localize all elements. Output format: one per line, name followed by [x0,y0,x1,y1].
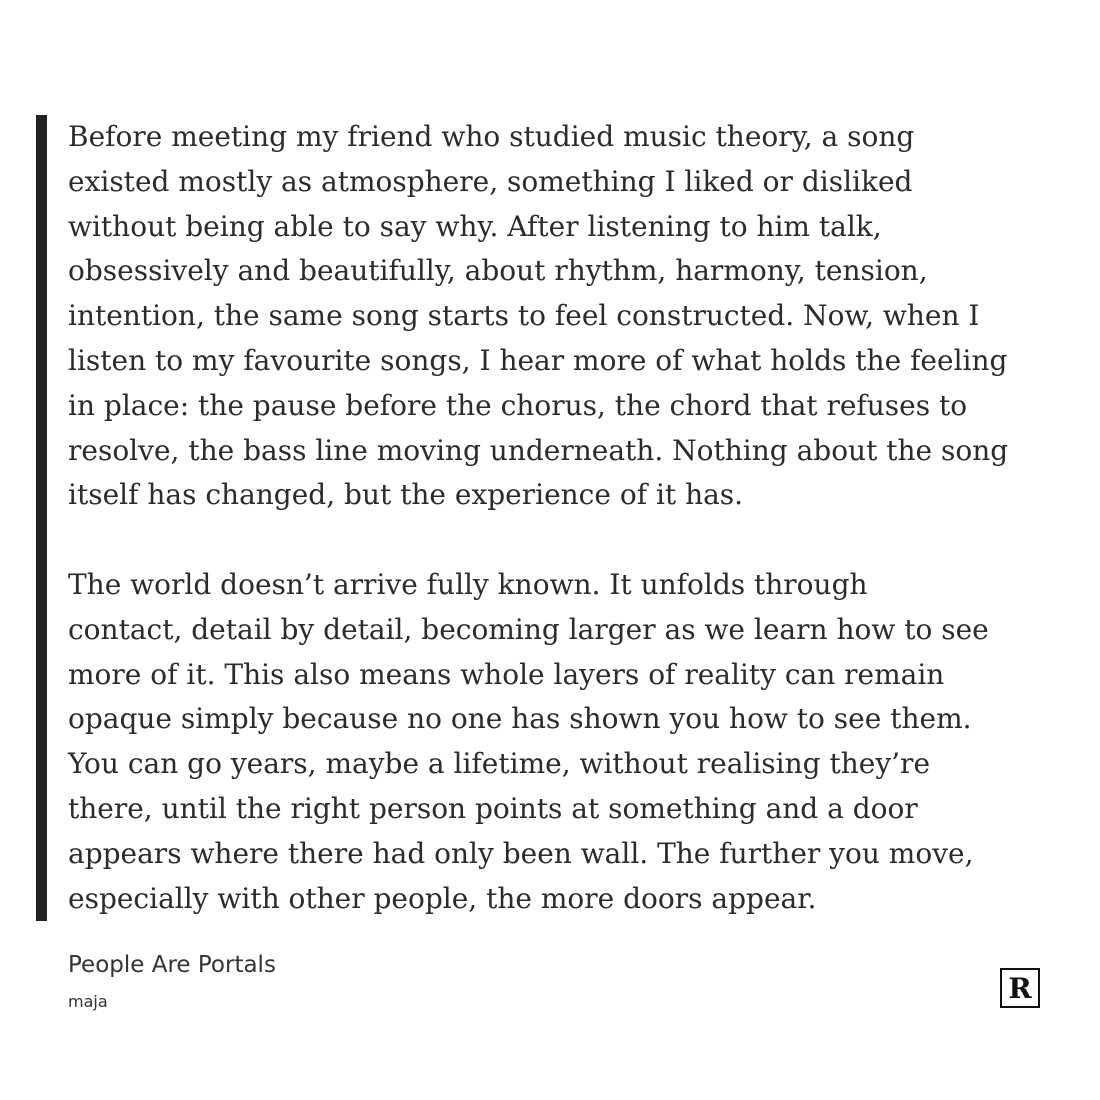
quote-bar [36,115,47,921]
readwise-logo-icon [1000,968,1040,1008]
quote-paragraph-2: The world doesn’t arrive fully known. It unfolds through contact, detail by detail, becoming larger as we learn how to see more of it. This also means whole layers of reality can remain opaque simply because no one has shown you how to see them. You can go years, maybe a lifetime, without realising they’re there, until the right person points at something and a door appears where there had only been wall. The further you move, especially with other people, the more doors appear. [68,567,989,915]
source-title: People Are Portals [68,952,276,978]
logo-letter-icon [1008,974,1032,1002]
source-author: maja [68,992,108,1011]
quote-body [68,115,1068,921]
quote-paragraph-1: Before meeting my friend who studied music theory, a song existed mostly as atmosphere, something I liked or disliked without being able to say why. After listening to him talk, obsessively and beautifully, about rhythm, harmony, tension, intention, the same song starts to feel constructed. Now, when I listen to my favourite songs, I hear more of what holds the feeling in place: the pause before the chorus, the chord that refuses to resolve, the bass line moving underneath. Nothing about the song itself has changed, but the experience of it has. [68,120,1009,512]
logo-letter: R [1008,974,1032,1002]
